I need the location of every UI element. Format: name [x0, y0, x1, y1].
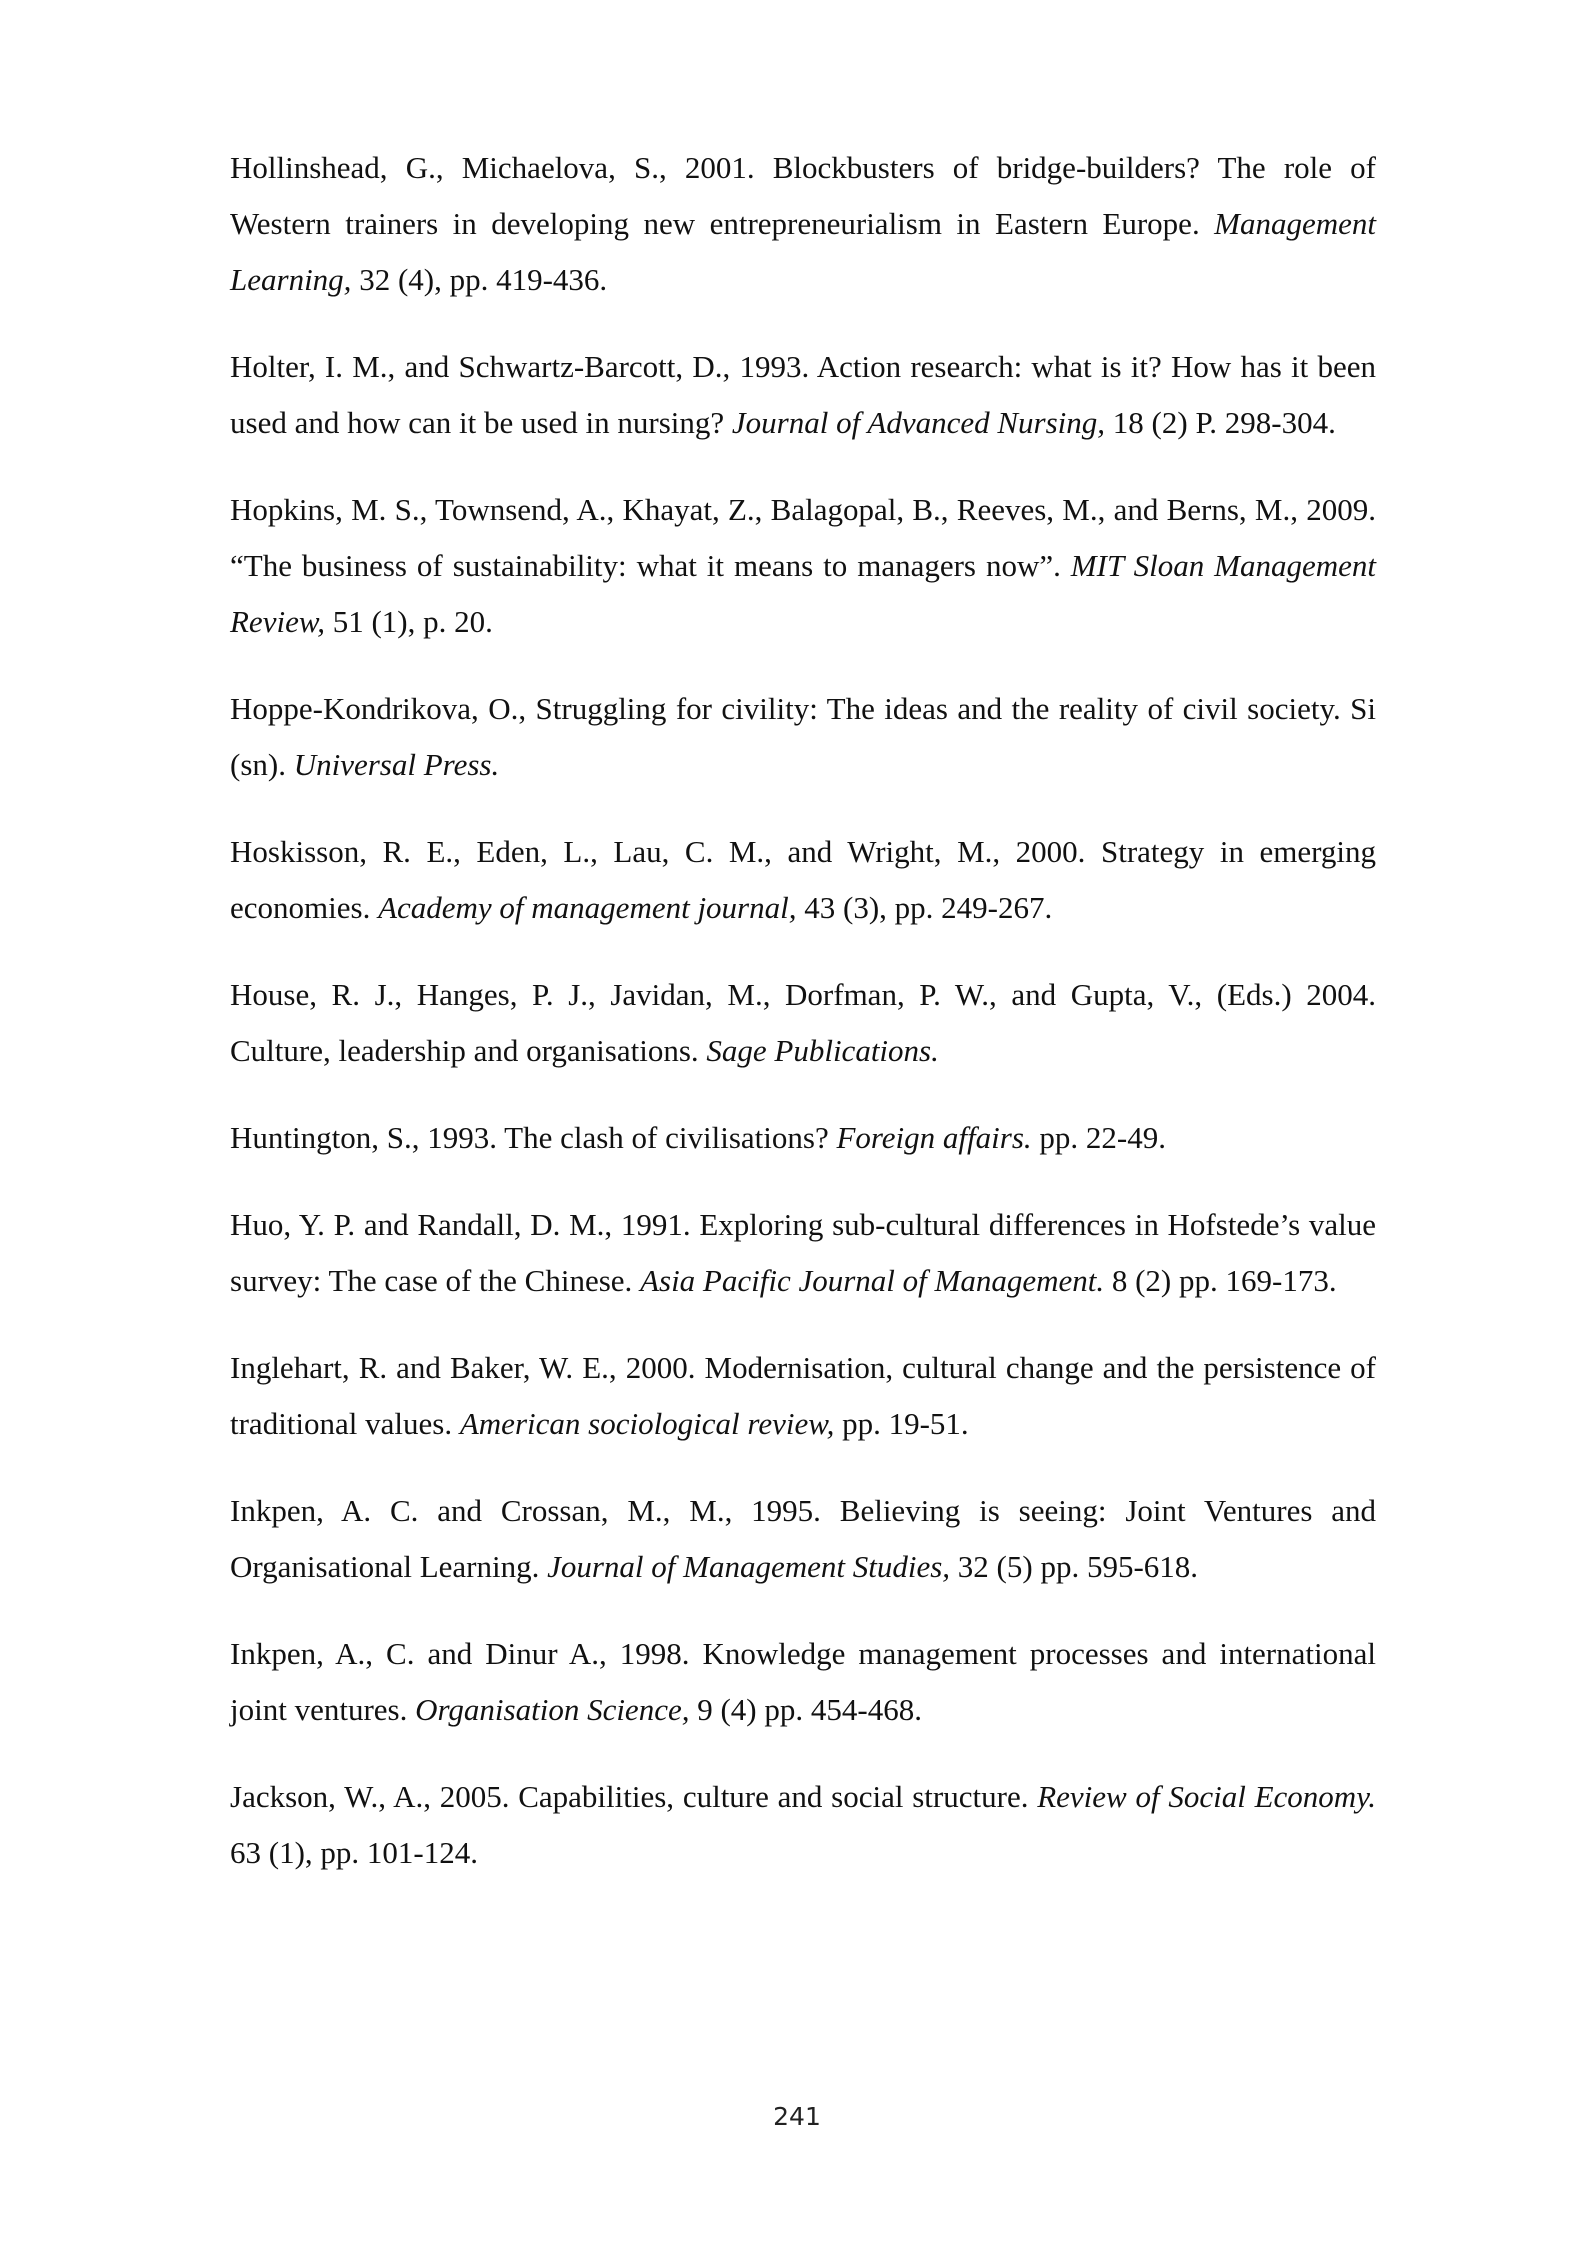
page-number: 241 — [773, 2102, 821, 2131]
reference-text: Jackson, W., A., 2005. Capabilities, culture and social structure. — [230, 1779, 1038, 1814]
reference-details: 51 (1), p. 20. — [324, 604, 493, 639]
reference-text: Inkpen, A., C. and Dinur A., 1998. Knowledge management processes and international joint ventures. — [230, 1636, 1376, 1727]
reference-details: 43 (3), pp. 249-267. — [796, 890, 1053, 925]
reference-details: pp. 19-51. — [834, 1406, 969, 1441]
reference-entry — [230, 967, 1376, 1079]
reference-text: Holter, I. M., and Schwartz-Barcott, D., 1993. Action research: what is it? How has it been used and how can it be used in nursing? — [230, 349, 1376, 440]
reference-journal: Review of Social Economy. — [1037, 1779, 1376, 1814]
reference-entry — [230, 339, 1376, 451]
reference-details: 32 (4), pp. 419-436. — [351, 262, 608, 297]
reference-text: Huo, Y. P. and Randall, D. M., 1991. Exploring sub-cultural differences in Hofstede’s value survey: The case of the Chinese. — [230, 1207, 1376, 1298]
reference-text: Hoskisson, R. E., Eden, L., Lau, C. M., and Wright, M., 2000. Strategy in emerging economies. — [230, 834, 1376, 925]
reference-journal: Academy of management journal, — [378, 890, 797, 925]
reference-text: Inkpen, A. C. and Crossan, M., M., 1995. Believing is seeing: Joint Ventures and Organisational Learning. — [230, 1493, 1376, 1584]
reference-journal: Journal of Management Studies, — [547, 1549, 951, 1584]
reference-journal: Journal of Advanced Nursing, — [731, 405, 1106, 440]
reference-text: Hoppe-Kondrikova, O., Struggling for civility: The ideas and the reality of civil society. Si (sn). — [230, 691, 1376, 782]
reference-journal: Organisation Science, — [415, 1692, 690, 1727]
reference-details: pp. 22-49. — [1031, 1120, 1166, 1155]
reference-details: 9 (4) pp. 454-468. — [689, 1692, 922, 1727]
reference-entry — [230, 482, 1376, 650]
reference-text: Hollinshead, G., Michaelova, S., 2001. Blockbusters of bridge-builders? The role of Western trainers in developing new entrepreneurialism in Eastern Europe. — [230, 150, 1376, 241]
reference-entry — [230, 1769, 1376, 1881]
reference-entry — [230, 1110, 1376, 1166]
reference-entry — [230, 1483, 1376, 1595]
reference-journal: MIT Sloan Management Review, — [230, 548, 1376, 639]
reference-journal: American sociological review, — [459, 1406, 835, 1441]
reference-details: 32 (5) pp. 595-618. — [950, 1549, 1199, 1584]
reference-details: 8 (2) pp. 169-173. — [1104, 1263, 1337, 1298]
reference-text: Hopkins, M. S., Townsend, A., Khayat, Z., Balagopal, B., Reeves, M., and Berns, M., 2009. “The business of sustainability: what it means to managers now”. — [230, 492, 1376, 583]
reference-entry — [230, 681, 1376, 793]
reference-text: Inglehart, R. and Baker, W. E., 2000. Modernisation, cultural change and the persistence of traditional values. — [230, 1350, 1376, 1441]
reference-journal: Asia Pacific Journal of Management. — [640, 1263, 1105, 1298]
reference-text: House, R. J., Hanges, P. J., Javidan, M., Dorfman, P. W., and Gupta, V., (Eds.) 2004. Culture, leadership and organisations. — [230, 977, 1376, 1068]
reference-entry — [230, 1197, 1376, 1309]
reference-entry — [230, 140, 1376, 308]
reference-entry — [230, 824, 1376, 936]
reference-details: 18 (2) P. 298-304. — [1105, 405, 1336, 440]
reference-journal: Management Learning, — [230, 206, 1376, 297]
reference-journal: Foreign affairs. — [836, 1120, 1032, 1155]
reference-list — [230, 140, 1376, 1912]
reference-journal: Universal Press. — [293, 747, 500, 782]
reference-entry — [230, 1340, 1376, 1452]
reference-journal: Sage Publications. — [706, 1033, 939, 1068]
reference-text: Huntington, S., 1993. The clash of civilisations? — [230, 1120, 837, 1155]
reference-entry — [230, 1626, 1376, 1738]
reference-details: 63 (1), pp. 101-124. — [230, 1835, 478, 1870]
